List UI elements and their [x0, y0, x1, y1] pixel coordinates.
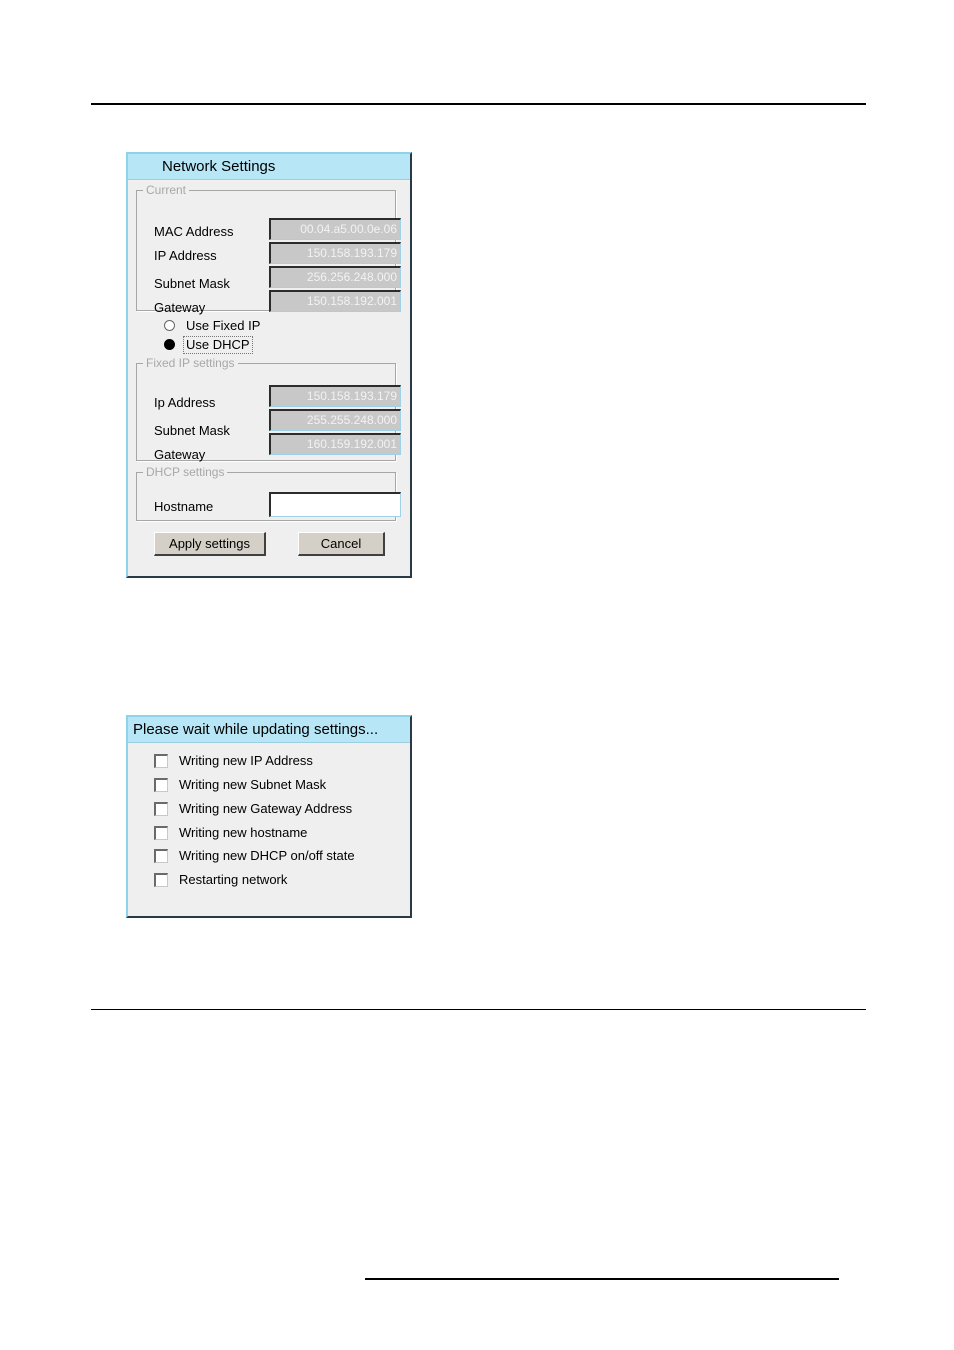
section-rule [91, 1009, 866, 1010]
current-settings-group [136, 183, 397, 315]
fixed-ip-address-field[interactable]: 150.158.193.179 [269, 385, 401, 407]
apply-settings-button[interactable]: Apply settings [154, 532, 266, 556]
header-rule [91, 103, 866, 105]
fixed-gateway-field[interactable]: 160.159.192.001 [269, 433, 401, 455]
radio-checked-icon[interactable] [164, 339, 175, 350]
group-legend: Fixed IP settings [146, 356, 235, 370]
fixed-subnet-mask-field[interactable]: 255.255.248.000 [269, 409, 401, 431]
mac-address-value: 00.04.a5.00.0e.06 [269, 218, 401, 240]
subnet-mask-value: 256.256.248.000 [269, 266, 401, 288]
radio-label: Use DHCP [183, 336, 253, 354]
radio-label: Use Fixed IP [186, 318, 261, 333]
checkbox-unchecked-icon [154, 754, 168, 768]
fixed-gateway-label: Gateway [154, 447, 206, 462]
hostname-label: Hostname [154, 499, 214, 514]
subnet-mask-label: Subnet Mask [154, 276, 230, 291]
group-legend: Current [146, 183, 187, 197]
checkbox-unchecked-icon [154, 873, 168, 887]
checkbox-unchecked-icon [154, 778, 168, 792]
footer-rule [365, 1278, 839, 1280]
group-legend: DHCP settings [146, 465, 225, 479]
dialog-title: Please wait while updating settings... [128, 717, 410, 743]
step-label: Writing new DHCP on/off state [179, 848, 355, 863]
network-settings-dialog [126, 152, 412, 578]
dhcp-settings-group [136, 466, 396, 521]
fixed-ip-address-label: Ip Address [154, 395, 216, 410]
checkbox-unchecked-icon [154, 826, 168, 840]
mac-address-label: MAC Address [154, 224, 234, 239]
ip-address-value: 150.158.193.179 [269, 242, 401, 264]
radio-unchecked-icon[interactable] [164, 320, 175, 331]
ip-address-label: IP Address [154, 248, 217, 263]
checkbox-unchecked-icon [154, 802, 168, 816]
fixed-ip-settings-group [136, 357, 396, 461]
step-label: Writing new Subnet Mask [179, 777, 327, 792]
dialog-title: Network Settings [128, 154, 410, 180]
step-label: Writing new Gateway Address [179, 801, 353, 816]
fixed-subnet-mask-label: Subnet Mask [154, 423, 230, 438]
gateway-value: 150.158.192.001 [269, 290, 401, 312]
hostname-input[interactable] [269, 492, 401, 517]
step-label: Restarting network [179, 872, 288, 887]
updating-settings-dialog [126, 715, 412, 918]
gateway-label: Gateway [154, 300, 206, 315]
cancel-button[interactable]: Cancel [298, 532, 385, 556]
step-label: Writing new hostname [179, 825, 308, 840]
step-label: Writing new IP Address [179, 753, 313, 768]
checkbox-unchecked-icon [154, 849, 168, 863]
